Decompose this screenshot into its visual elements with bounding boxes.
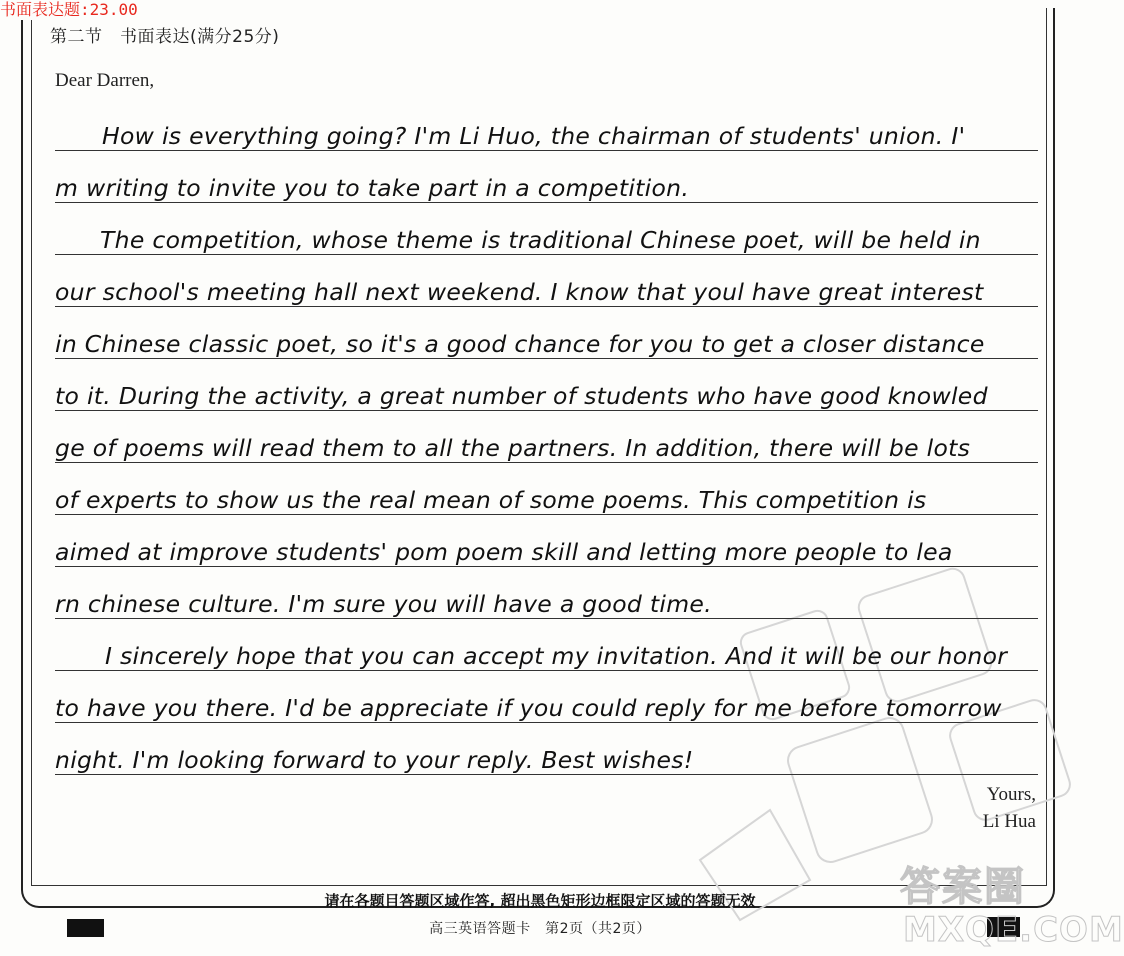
essay-line: of experts to show us the real mean of some poems. This competition is: [55, 486, 927, 514]
alignment-marker-right: [987, 917, 1020, 937]
ruled-line: [55, 566, 1038, 567]
ruled-line: [55, 774, 1038, 775]
page-footer: 高三英语答题卡 第2页（共2页）: [429, 921, 651, 937]
essay-line: to it. During the activity, a great number of students who have good knowled: [55, 382, 988, 410]
essay-line: in Chinese classic poet, so it's a good chance for you to get a closer distance: [55, 330, 985, 358]
ruled-line: [55, 358, 1038, 359]
ruled-line: [55, 202, 1038, 203]
essay-line: to have you there. I'd be appreciate if you could reply for me before tomorrow: [55, 694, 1002, 722]
section-heading: 第二节 书面表达(满分25分): [50, 27, 280, 47]
alignment-marker-left: [67, 919, 104, 937]
watermark-logo: 答案圈: [900, 864, 1026, 910]
answer-area-notice: 请在各题目答题区域作答, 超出黑色矩形边框限定区域的答题无效: [324, 892, 756, 910]
essay-line: The competition, whose theme is traditional Chinese poet, will be held in: [100, 226, 981, 254]
letter-salutation: Dear Darren,: [55, 70, 155, 91]
ruled-line: [55, 514, 1038, 515]
ruled-line: [55, 722, 1038, 723]
ruled-line: [55, 410, 1038, 411]
score-label: 书面表达题:23.00: [0, 0, 142, 20]
ruled-line: [55, 150, 1038, 151]
ruled-line: [55, 306, 1038, 307]
essay-line: How is everything going? I'm Li Huo, the chairman of students' union. I': [102, 122, 966, 150]
essay-line: ge of poems will read them to all the partners. In addition, there will be lots: [55, 434, 971, 462]
essay-line: rn chinese culture. I'm sure you will have a good time.: [55, 590, 712, 618]
essay-line: m writing to invite you to take part in a competition.: [55, 174, 690, 202]
ruled-line: [55, 254, 1038, 255]
essay-line: I sincerely hope that you can accept my invitation. And it will be our honor: [105, 642, 1008, 670]
essay-line: night. I'm looking forward to your reply. Best wishes!: [55, 746, 694, 774]
ruled-line: [55, 462, 1038, 463]
essay-line: aimed at improve students' pom poem skill and letting more people to lea: [55, 538, 953, 566]
essay-line: our school's meeting hall next weekend. I know that youl have great interest: [55, 278, 984, 306]
letter-closing: Yours,: [986, 784, 1036, 805]
letter-signature: Li Hua: [982, 811, 1036, 832]
ruled-line: [55, 618, 1038, 619]
ruled-line: [55, 670, 1038, 671]
